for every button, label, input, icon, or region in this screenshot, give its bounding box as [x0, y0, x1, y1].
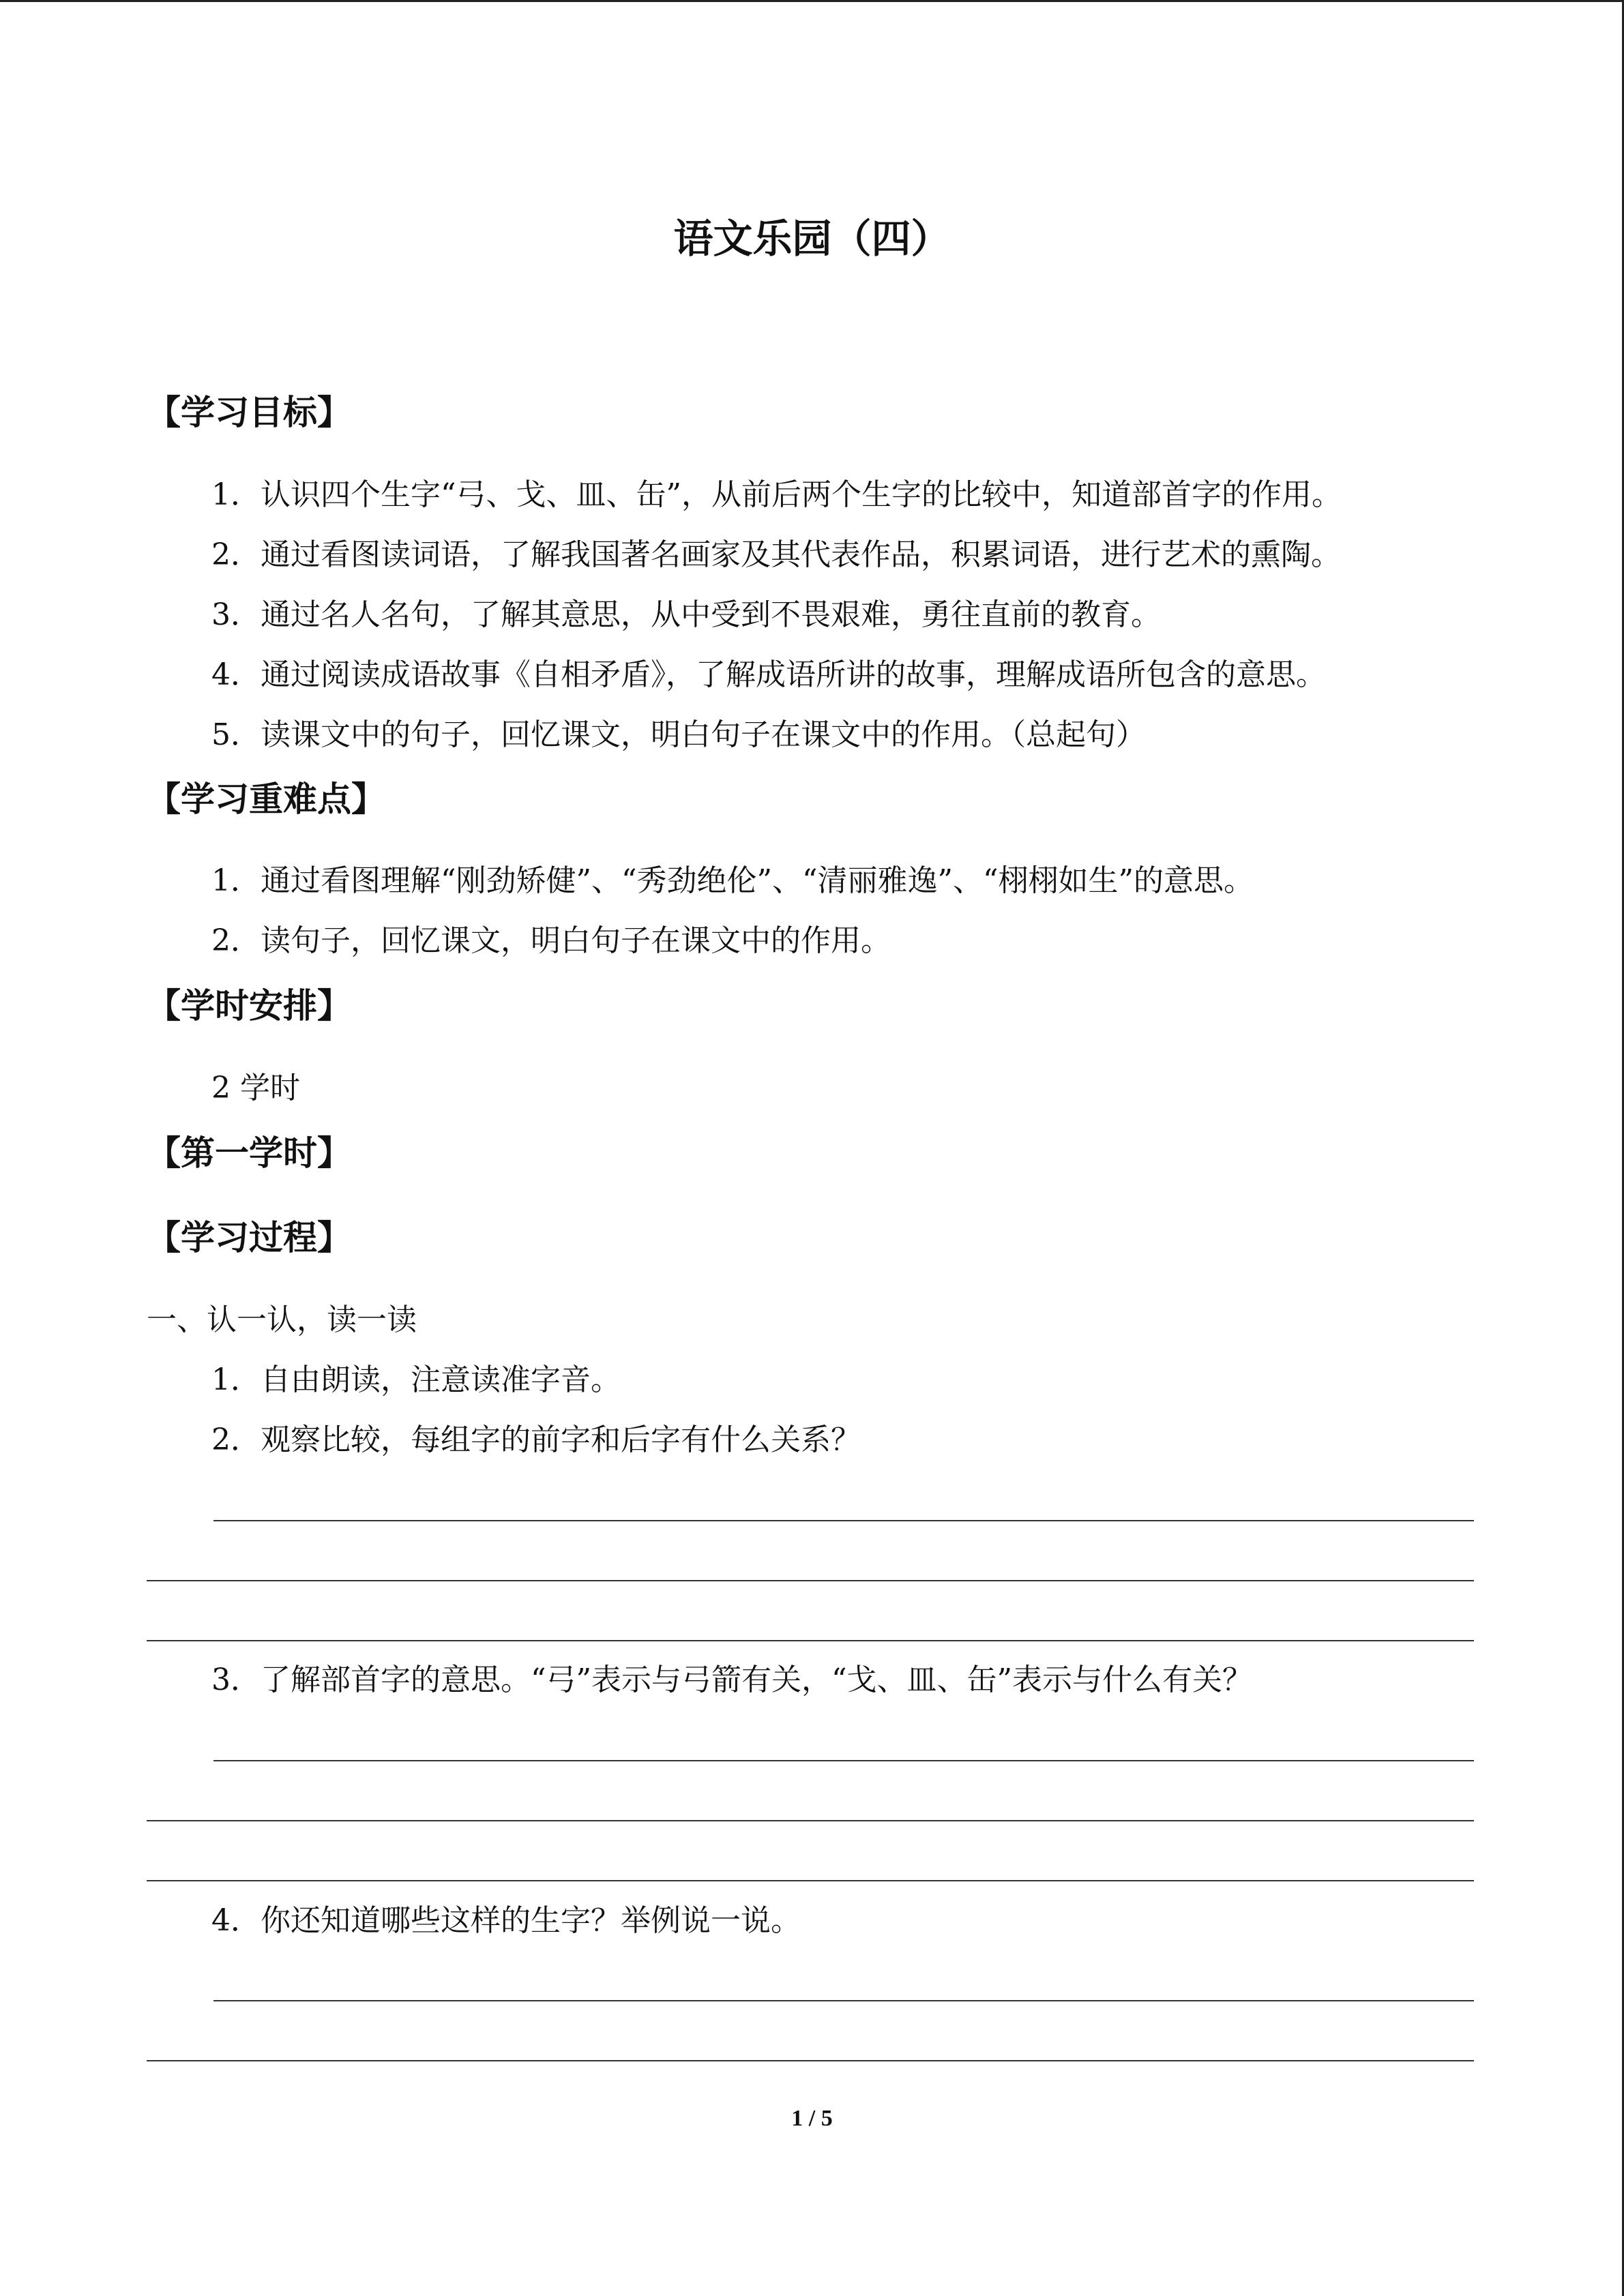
answer-line[interactable] — [147, 1880, 1474, 1881]
part1-title: 一、认一认，读一读 — [147, 1302, 417, 1337]
answer-line[interactable] — [213, 1520, 1474, 1521]
section-heading-key-points: 【学习重难点】 — [147, 779, 385, 819]
section-heading-schedule: 【学时安排】 — [147, 986, 351, 1026]
answer-line[interactable] — [147, 1820, 1474, 1821]
schedule-text: 2 学时 — [211, 1071, 300, 1105]
page-title: 语文乐园（四） — [673, 215, 951, 262]
answer-line[interactable] — [213, 1760, 1474, 1761]
key-point-item-2: 2．读句子，回忆课文，明白句子在课文中的作用。 — [211, 923, 891, 958]
key-point-item-1: 1．通过看图理解“刚劲矫健”、“秀劲绝伦”、“清丽雅逸”、“栩栩如生”的意思。 — [211, 863, 1254, 898]
objective-item-5: 5．读课文中的句子，回忆课文，明白句子在课文中的作用。（总起句） — [211, 717, 1146, 752]
page-number: 1 / 5 — [791, 2106, 833, 2131]
section-heading-first-lesson: 【第一学时】 — [147, 1133, 351, 1173]
answer-line[interactable] — [147, 2060, 1474, 2061]
objective-item-4: 4．通过阅读成语故事《自相矛盾》，了解成语所讲的故事，理解成语所包含的意思。 — [211, 657, 1326, 692]
question-3: 3．了解部首字的意思。“弓”表示与弓箭有关，“戈、皿、缶”表示与什么有关？ — [211, 1663, 1252, 1697]
question-4: 4．你还知道哪些这样的生字？举例说一说。 — [211, 1903, 801, 1938]
answer-line[interactable] — [213, 2000, 1474, 2001]
answer-line[interactable] — [147, 1580, 1474, 1581]
objective-item-2: 2．通过看图读词语，了解我国著名画家及其代表作品，积累词语，进行艺术的熏陶。 — [211, 537, 1341, 572]
objective-item-3: 3．通过名人名句，了解其意思，从中受到不畏艰难，勇往直前的教育。 — [211, 597, 1161, 632]
page-border-top — [0, 0, 1624, 2]
question-2: 2．观察比较，每组字的前字和后字有什么关系？ — [211, 1422, 861, 1457]
objective-item-1: 1．认识四个生字“弓、戈、皿、缶”，从前后两个生字的比较中，知道部首字的作用。 — [211, 477, 1342, 512]
question-1: 1．自由朗读，注意读准字音。 — [211, 1362, 621, 1397]
answer-line[interactable] — [147, 1640, 1474, 1641]
section-heading-process: 【学习过程】 — [147, 1218, 351, 1257]
section-heading-objectives: 【学习目标】 — [147, 393, 351, 432]
